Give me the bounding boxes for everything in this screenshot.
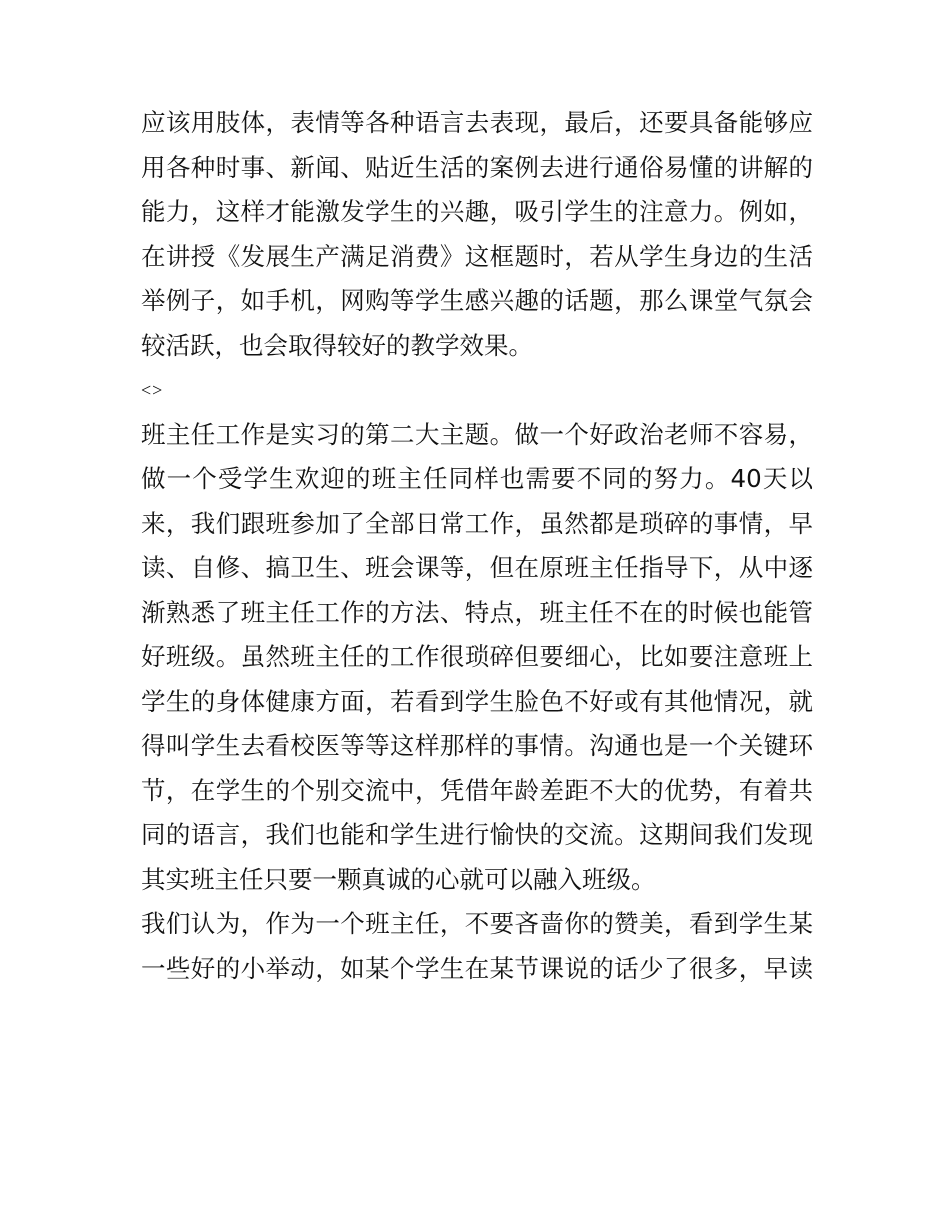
- paragraph-praise: [141, 902, 813, 991]
- text-line: 用各种时事、新闻、贴近生活的案例去进行通俗易懂的讲解的: [141, 152, 813, 182]
- text-line: 读、自修、搞卫生、班会课等，但在原班主任指导下，从中逐: [141, 553, 813, 582]
- text-line: 在讲授《发展生产满足消费》这框题时，若从学生身边的生活: [141, 241, 813, 271]
- text-line: 能力，这样才能激发学生的兴趣，吸引学生的注意力。例如，: [141, 197, 813, 226]
- text-line: 得叫学生去看校医等等这样那样的事情。沟通也是一个关键环: [141, 731, 813, 760]
- text-line: 学生的身体健康方面，若看到学生脸色不好或有其他情况，就: [141, 686, 813, 716]
- text-line: 同的语言，我们也能和学生进行愉快的交流。这期间我们发现: [141, 820, 813, 849]
- text-line: 一些好的小举动，如某个学生在某节课说的话少了很多，早读: [141, 953, 813, 983]
- text-line: 举例子，如手机，网购等学生感兴趣的话题，那么课堂气氛会: [141, 286, 813, 315]
- text-line: 班主任工作是实习的第二大主题。做一个好政治老师不容易，: [141, 419, 813, 449]
- text-line: 节，在学生的个别交流中，凭借年龄差距不大的优势，有着共: [141, 775, 813, 805]
- text-line: 其实班主任只要一颗真诚的心就可以融入班级。: [141, 864, 656, 894]
- text-line: 好班级。虽然班主任的工作很琐碎但要细心，比如要注意班上: [141, 642, 813, 671]
- text-line: 渐熟悉了班主任工作的方法、特点，班主任不在的时候也能管: [141, 597, 813, 627]
- text-line: 来，我们跟班参加了全部日常工作，虽然都是琐碎的事情，早: [141, 508, 813, 538]
- text-line: 较活跃，也会取得较好的教学效果。: [141, 330, 533, 360]
- paragraph-teaching-methods: [141, 101, 813, 368]
- text-line: 应该用肢体，表情等各种语言去表现，最后，还要具备能够应: [141, 108, 813, 137]
- document-body: [141, 101, 813, 991]
- section-marker: <>: [141, 380, 164, 400]
- text-line: 我们认为，作为一个班主任，不要吝啬你的赞美，看到学生某: [141, 909, 813, 938]
- text-line: 做一个受学生欢迎的班主任同样也需要不同的努力。40天以: [141, 464, 813, 493]
- paragraph-class-teacher-work: [141, 413, 813, 903]
